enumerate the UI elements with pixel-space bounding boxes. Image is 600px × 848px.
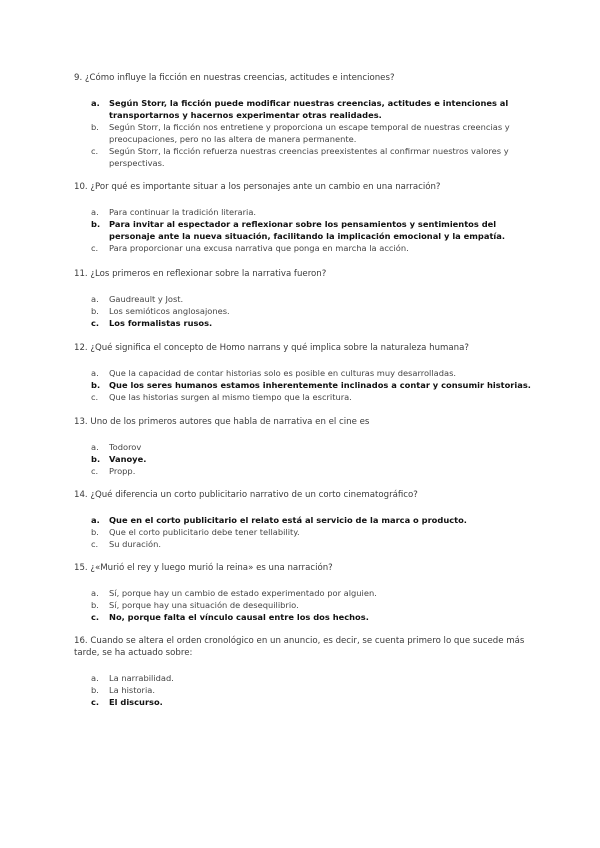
- option-c: [74, 538, 544, 550]
- option-letter: a.: [91, 368, 99, 378]
- option-c: [74, 242, 544, 254]
- option-text: Que el corto publicitario debe tener tellability.: [109, 527, 300, 537]
- option-letter: b.: [91, 122, 99, 132]
- option-text: Para proporcionar una excusa narrativa que ponga en marcha la acción.: [109, 243, 409, 253]
- option-letter: c.: [91, 146, 99, 156]
- option-text: Que la capacidad de contar historias solo es posible en culturas muy desarrolladas.: [109, 368, 457, 378]
- option-text: Según Storr, la ficción puede modificar nuestras creencias, actitudes e intenciones al transportarnos y hacernos experimentar otras realidades.: [109, 98, 509, 120]
- option-text: El discurso.: [109, 697, 163, 707]
- option-a: [74, 367, 544, 379]
- option-text: Que las historias surgen al mismo tiempo que la escritura.: [109, 392, 352, 402]
- option-b: [74, 121, 544, 145]
- option-a: [74, 206, 544, 218]
- option-b: [74, 305, 544, 317]
- option-b: [74, 218, 544, 242]
- option-letter: b.: [91, 380, 101, 390]
- option-text: Sí, porque hay un cambio de estado experimentado por alguien.: [109, 588, 377, 598]
- question-13: [74, 416, 544, 477]
- option-letter: a.: [91, 442, 99, 452]
- option-list: [74, 97, 544, 169]
- option-a: [74, 97, 544, 121]
- option-text: Que en el corto publicitario el relato está al servicio de la marca o producto.: [109, 515, 467, 525]
- option-c: [74, 611, 544, 623]
- option-list: [74, 587, 544, 623]
- option-letter: c.: [91, 392, 99, 402]
- option-letter: a.: [91, 515, 100, 525]
- question-text: 10. ¿Por qué es importante situar a los personajes ante un cambio en una narración?: [74, 182, 441, 192]
- option-text: Gaudreault y Jost.: [109, 294, 184, 304]
- question-text: 15. ¿«Murió el rey y luego murió la reina» es una narración?: [74, 563, 333, 573]
- question-14: [74, 489, 544, 550]
- option-a: [74, 441, 544, 453]
- option-letter: a.: [91, 98, 100, 108]
- option-text: Propp.: [109, 466, 136, 476]
- option-b: [74, 453, 544, 465]
- option-letter: a.: [91, 294, 99, 304]
- option-text: Vanoye.: [109, 454, 147, 464]
- question-16: [74, 635, 544, 708]
- option-text: Según Storr, la ficción refuerza nuestras creencias preexistentes al confirmar nuestros valores y perspectivas.: [109, 146, 509, 168]
- question-12: [74, 342, 544, 403]
- option-letter: b.: [91, 600, 99, 610]
- option-letter: a.: [91, 588, 99, 598]
- option-text: Su duración.: [109, 539, 162, 549]
- option-c: [74, 696, 544, 708]
- option-b: [74, 526, 544, 538]
- option-letter: c.: [91, 318, 100, 328]
- option-list: [74, 206, 544, 254]
- option-list: [74, 514, 544, 550]
- option-b: [74, 684, 544, 696]
- option-text: La historia.: [109, 685, 155, 695]
- question-text: 14. ¿Qué diferencia un corto publicitario narrativo de un corto cinematográfico?: [74, 490, 418, 500]
- option-c: [74, 465, 544, 477]
- option-text: No, porque falta el vínculo causal entre los dos hechos.: [109, 612, 369, 622]
- option-letter: c.: [91, 243, 99, 253]
- option-letter: c.: [91, 539, 99, 549]
- option-text: Que los seres humanos estamos inherentemente inclinados a contar y consumir historias.: [109, 380, 531, 390]
- option-letter: c.: [91, 697, 100, 707]
- option-text: Para invitar al espectador a reflexionar sobre los pensamientos y sentimientos del personaje ante la nueva situación, facilitando la implicación emocional y la empatía.: [109, 219, 506, 241]
- option-c: [74, 391, 544, 403]
- option-text: La narrabilidad.: [109, 673, 174, 683]
- option-b: [74, 379, 544, 391]
- option-list: [74, 672, 544, 708]
- option-text: Según Storr, la ficción nos entretiene y proporciona un escape temporal de nuestras creencias y preocupaciones, pero no las altera de manera permanente.: [109, 122, 510, 144]
- question-text: 9. ¿Cómo influye la ficción en nuestras creencias, actitudes e intenciones?: [74, 73, 395, 83]
- option-letter: b.: [91, 685, 99, 695]
- option-letter: a.: [91, 673, 99, 683]
- option-letter: c.: [91, 466, 99, 476]
- option-a: [74, 514, 544, 526]
- option-text: Los semióticos anglosajones.: [109, 306, 230, 316]
- question-text: 12. ¿Qué significa el concepto de Homo narrans y qué implica sobre la naturaleza humana?: [74, 343, 469, 353]
- option-text: Sí, porque hay una situación de desequilibrio.: [109, 600, 299, 610]
- question-text: 11. ¿Los primeros en reflexionar sobre la narrativa fueron?: [74, 269, 327, 279]
- option-b: [74, 599, 544, 611]
- question-text: 16. Cuando se altera el orden cronológico en un anuncio, es decir, se cuenta primero lo que sucede más tarde, se ha actuado sobre:: [74, 636, 525, 658]
- question-text: 13. Uno de los primeros autores que habla de narrativa en el cine es: [74, 417, 370, 427]
- option-letter: b.: [91, 527, 99, 537]
- option-list: [74, 293, 544, 329]
- option-a: [74, 293, 544, 305]
- question-10: [74, 181, 544, 254]
- option-a: [74, 587, 544, 599]
- option-letter: c.: [91, 612, 100, 622]
- option-letter: b.: [91, 454, 101, 464]
- question-9: [74, 72, 544, 169]
- question-11: [74, 268, 544, 329]
- option-letter: b.: [91, 306, 99, 316]
- option-letter: b.: [91, 219, 101, 229]
- option-text: Para continuar la tradición literaria.: [109, 207, 257, 217]
- option-c: [74, 145, 544, 169]
- option-letter: a.: [91, 207, 99, 217]
- option-list: [74, 441, 544, 477]
- option-a: [74, 672, 544, 684]
- option-list: [74, 367, 544, 403]
- question-15: [74, 562, 544, 623]
- option-c: [74, 317, 544, 329]
- option-text: Todorov: [109, 442, 142, 452]
- option-text: Los formalistas rusos.: [109, 318, 213, 328]
